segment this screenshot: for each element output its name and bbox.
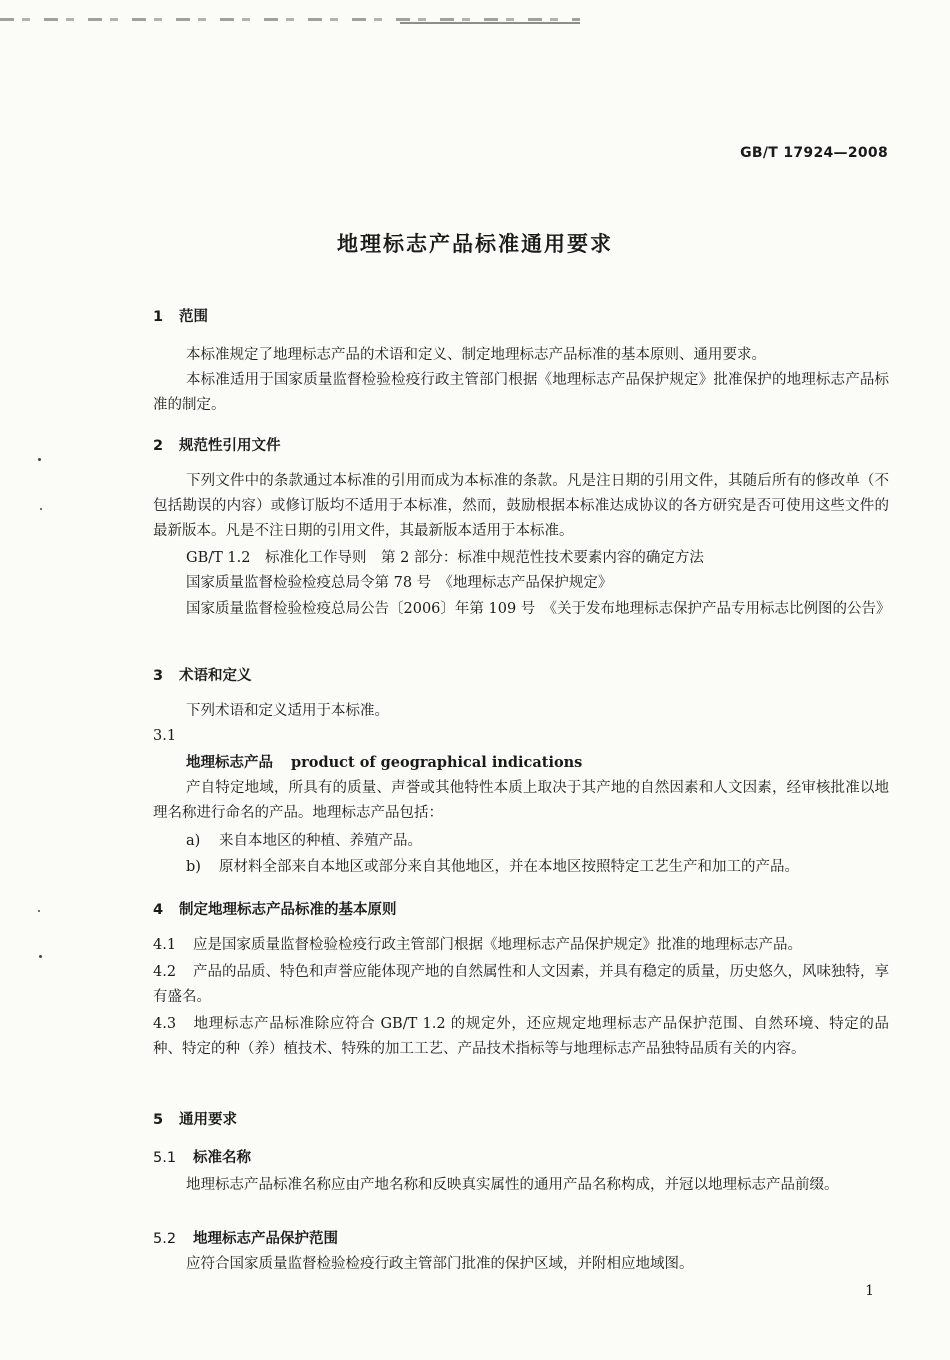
reference-2: 国家质量监督检验检疫总局令第 78 号 《地理标志产品保护规定》 bbox=[186, 575, 613, 591]
section-title: 规范性引用文件 bbox=[179, 438, 281, 454]
scan-speck bbox=[39, 955, 42, 958]
clause-4-2 bbox=[153, 960, 889, 1010]
clause-number: 4.3 bbox=[153, 1016, 177, 1032]
scan-artifact bbox=[0, 18, 580, 21]
clause-text: 地理标志产品标准除应符合 GB/T 1.2 的规定外，还应规定地理标志产品保护范围、自然环境、特定的品种、特定的种（养）植技术、特殊的加工工艺、产品技术指标等与地理标志产品独特品质有关的内容。 bbox=[153, 1016, 889, 1057]
clause-4-3 bbox=[153, 1012, 889, 1062]
list-text: 来自本地区的种植、养殖产品。 bbox=[219, 833, 422, 849]
clause-3-1-number: 3.1 bbox=[153, 728, 177, 744]
section-title: 范围 bbox=[179, 309, 208, 325]
scan-artifact bbox=[400, 22, 580, 24]
clause-number: 4.2 bbox=[153, 964, 177, 980]
list-marker: b) bbox=[186, 859, 201, 875]
clause-title: 地理标志产品保护范围 bbox=[193, 1231, 338, 1247]
page-number: 1 bbox=[865, 1283, 874, 1299]
list-marker: a) bbox=[186, 833, 201, 849]
section-number: 4 bbox=[153, 902, 164, 918]
section-number: 5 bbox=[153, 1112, 164, 1128]
clause-number: 5.1 bbox=[153, 1150, 177, 1166]
clause-5-1-text: 地理标志产品标准名称应由产地名称和反映真实属性的通用产品名称构成，并冠以地理标志产品前缀。 bbox=[186, 1177, 839, 1193]
clause-4-1 bbox=[153, 933, 889, 958]
section-3-heading bbox=[153, 664, 889, 685]
list-text: 原材料全部来自本地区或部分来自其他地区，并在本地区按照特定工艺生产和加工的产品。 bbox=[219, 859, 799, 875]
clause-number: 4.1 bbox=[153, 937, 177, 953]
reference-1: GB/T 1.2 标准化工作导则 第 2 部分：标准中规范性技术要素内容的确定方法 bbox=[186, 550, 704, 566]
section-2-para-1: 下列文件中的条款通过本标准的引用而成为本标准的条款。凡是注日期的引用文件，其随后所有的修改单（不包括勘误的内容）或修订版均不适用于本标准，然而，鼓励根据本标准达成协议的各方研究是否可使用这些文件的最新版本。凡是不注日期的引用文件，其最新版本适用于本标准。 bbox=[153, 473, 889, 539]
section-4-heading bbox=[153, 898, 889, 919]
clause-text: 产品的品质、特色和声誉应能体现产地的自然属性和人文因素，并具有稳定的质量，历史悠久，风味独特，享有盛名。 bbox=[153, 964, 889, 1005]
clause-5-2-text: 应符合国家质量监督检验检疫行政主管部门批准的保护区域，并附相应地域图。 bbox=[186, 1256, 694, 1272]
scan-speck bbox=[38, 458, 41, 461]
section-title: 术语和定义 bbox=[179, 668, 252, 684]
section-1-heading bbox=[153, 305, 889, 326]
term-chinese: 地理标志产品 bbox=[186, 755, 273, 771]
clause-5-1-heading bbox=[153, 1146, 889, 1167]
scan-speck bbox=[38, 910, 40, 912]
section-3-para-1: 下列术语和定义适用于本标准。 bbox=[186, 703, 389, 719]
section-title: 通用要求 bbox=[179, 1112, 237, 1128]
section-5-heading bbox=[153, 1108, 889, 1129]
clause-number: 5.2 bbox=[153, 1231, 177, 1247]
section-number: 2 bbox=[153, 438, 164, 454]
section-1-para-1: 本标准规定了地理标志产品的术语和定义、制定地理标志产品标准的基本原则、通用要求。 bbox=[186, 347, 766, 363]
term-entry bbox=[153, 750, 922, 776]
section-number: 1 bbox=[153, 309, 164, 325]
list-item-a bbox=[153, 829, 922, 854]
scan-speck bbox=[40, 508, 42, 510]
clause-5-2-heading bbox=[153, 1227, 889, 1248]
section-2-heading bbox=[153, 434, 889, 455]
section-number: 3 bbox=[153, 668, 164, 684]
clause-title: 标准名称 bbox=[193, 1150, 251, 1166]
clause-text: 应是国家质量监督检验检疫行政主管部门根据《地理标志产品保护规定》批准的地理标志产品。 bbox=[193, 937, 802, 953]
standard-code: GB/T 17924—2008 bbox=[740, 145, 888, 161]
page-title: 地理标志产品标准通用要求 bbox=[337, 232, 613, 256]
term-english: product of geographical indications bbox=[291, 754, 583, 771]
reference-3: 国家质量监督检验检疫总局公告〔2006〕年第 109 号 《关于发布地理标志保护产品专用标志比例图的公告》 bbox=[186, 601, 891, 617]
list-item-b bbox=[153, 855, 922, 880]
section-title: 制定地理标志产品标准的基本原则 bbox=[179, 902, 397, 918]
section-1-para-2: 本标准适用于国家质量监督检验检疫行政主管部门根据《地理标志产品保护规定》批准保护的地理标志产品标准的制定。 bbox=[153, 372, 889, 413]
term-definition: 产自特定地域，所具有的质量、声誉或其他特性本质上取决于其产地的自然因素和人文因素，经审核批准以地理名称进行命名的产品。地理标志产品包括： bbox=[153, 780, 889, 821]
